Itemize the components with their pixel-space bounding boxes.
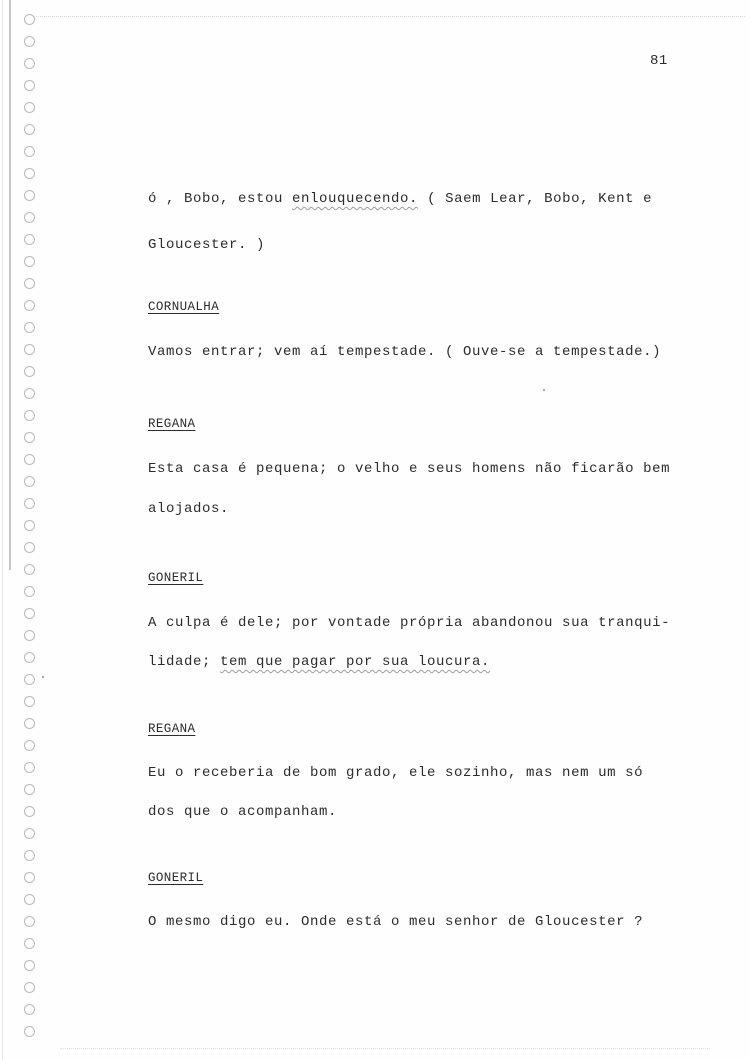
bottom-edge-line <box>60 1048 710 1050</box>
text-line: Vamos entrar; vem aí tempestade. ( Ouve-se a tempestade.) <box>148 344 662 360</box>
page-number: 81 <box>650 53 668 69</box>
top-edge-line <box>30 16 745 18</box>
speaker-name: GONERIL <box>148 571 204 585</box>
text-line: Eu o receberia de bom grado, ele sozinho, mas nem um só <box>148 765 644 781</box>
binder-hole <box>24 124 35 135</box>
text-line: Gloucester. ) <box>148 237 266 253</box>
pencil-underlined-text: tem que pagar por sua loucura. <box>220 654 491 670</box>
binder-hole <box>24 696 35 707</box>
binder-hole <box>24 652 35 663</box>
speck-mark <box>543 389 545 391</box>
binder-hole <box>24 872 35 883</box>
binder-hole <box>24 806 35 817</box>
binder-hole <box>24 410 35 421</box>
binder-hole <box>24 520 35 531</box>
binder-hole <box>24 322 35 333</box>
binder-hole <box>24 168 35 179</box>
binder-hole <box>24 674 35 685</box>
binder-hole <box>24 300 35 311</box>
binder-hole <box>24 894 35 905</box>
speaker-name: REGANA <box>148 417 196 431</box>
binder-hole <box>24 960 35 971</box>
binder-hole <box>24 916 35 927</box>
binder-hole <box>24 850 35 861</box>
binder-hole <box>24 564 35 575</box>
binder-hole <box>24 14 35 25</box>
binder-hole <box>24 542 35 553</box>
speaker-name: GONERIL <box>148 871 204 885</box>
text-line: Esta casa é pequena; o velho e seus homens não ficarão bem <box>148 461 671 477</box>
text-line: alojados. <box>148 501 230 517</box>
binder-hole <box>24 828 35 839</box>
binder-hole <box>24 80 35 91</box>
binder-hole <box>24 58 35 69</box>
speck-mark <box>42 676 44 678</box>
binder-hole <box>24 212 35 223</box>
text-segment: lidade; <box>148 654 221 670</box>
pencil-underlined-text: enlouquecendo. <box>292 191 419 207</box>
binder-hole <box>24 102 35 113</box>
binder-hole <box>24 630 35 641</box>
text-line <box>148 191 652 207</box>
binder-hole <box>24 784 35 795</box>
binder-hole <box>24 762 35 773</box>
binder-hole <box>24 344 35 355</box>
binder-hole <box>24 982 35 993</box>
text-line: A culpa é dele; por vontade própria abandonou sua tranqui- <box>148 615 671 631</box>
text-line: dos que o acompanham. <box>148 804 338 820</box>
binder-hole <box>24 1026 35 1037</box>
text-line: O mesmo digo eu. Onde está o meu senhor de Gloucester ? <box>148 914 644 930</box>
binder-hole <box>24 476 35 487</box>
speaker-name: REGANA <box>148 722 196 736</box>
binder-hole <box>24 432 35 443</box>
binder-hole <box>24 586 35 597</box>
text-line <box>148 654 490 670</box>
text-segment: ( Saem Lear, Bobo, Kent e <box>418 191 653 207</box>
binder-hole <box>24 36 35 47</box>
binder-hole <box>24 454 35 465</box>
binder-hole <box>24 1004 35 1015</box>
binder-hole <box>24 608 35 619</box>
binder-edge <box>2 0 3 1060</box>
binder-hole <box>24 740 35 751</box>
binder-hole <box>24 256 35 267</box>
binder-hole <box>24 938 35 949</box>
speaker-name: CORNUALHA <box>148 300 220 314</box>
binder-hole <box>24 388 35 399</box>
binder-hole <box>24 498 35 509</box>
text-segment: ó , Bobo, estou <box>148 191 293 207</box>
binder-hole <box>24 146 35 157</box>
binder-hole <box>24 366 35 377</box>
binder-hole <box>24 190 35 201</box>
binder-hole <box>24 278 35 289</box>
binder-hole <box>24 234 35 245</box>
binder-hole <box>24 718 35 729</box>
binder-margin-line <box>9 0 11 570</box>
